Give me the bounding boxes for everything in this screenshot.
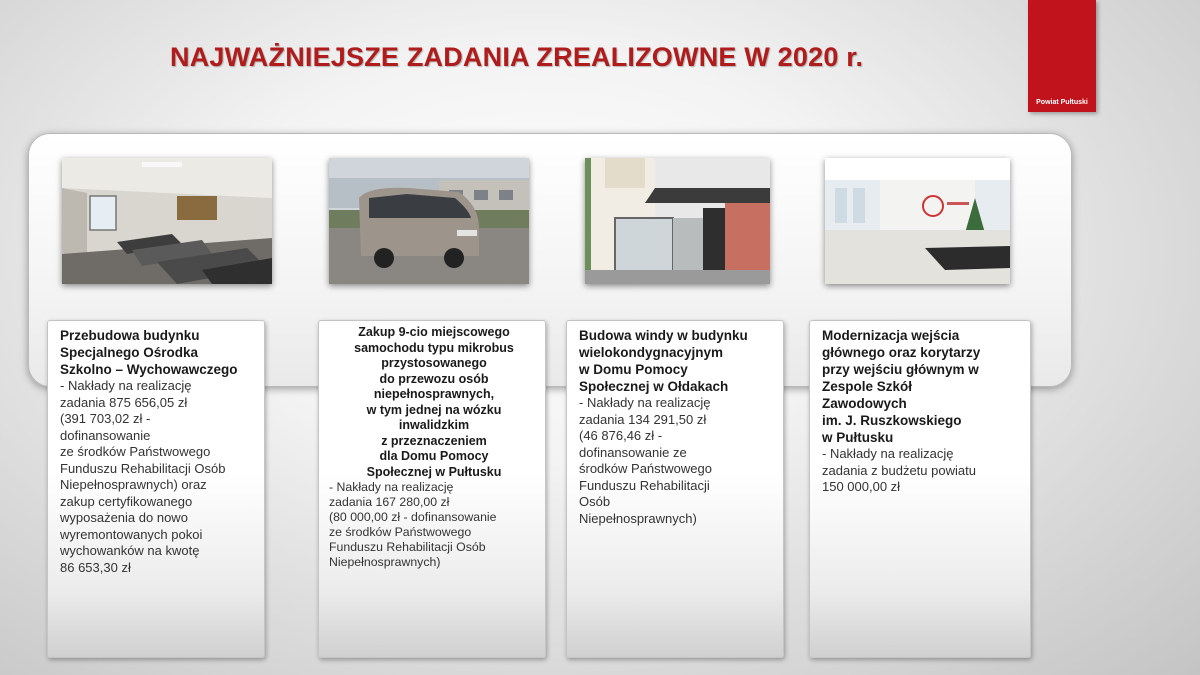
task-card-2 [318,320,546,658]
brand-badge [1028,0,1096,112]
task-card-4 [809,320,1031,658]
task-card-1-details: - Nakłady na realizację zadania 875 656,05 zł (391 703,02 zł - dofinansowanie ze środków Państwowego Funduszu Rehabilitacji Osób Niepełnosprawnych) oraz zakup certyfikowanego wyposażenia do nowo wyremontowanych pokoi wychowanków na kwotę 86 653,30 zł [60,378,226,575]
task-card-2-heading: Zakup 9-cio miejscowego samochodu typu mikrobus przystosowanego do przewozu osób niepełnosprawnych, w tym jednej na wózku inwalidzkim z przeznaczeniem dla Domu Pomocy Społecznej w Pułtusku [354,325,514,479]
elevator-building-photo [585,158,770,284]
minibus-photo [329,158,529,284]
task-card-3-details: - Nakłady na realizację zadania 134 291,50 zł (46 876,46 zł - dofinansowanie ze środków Państwowego Funduszu Rehabilitacji Osób Niepełnosprawnych) [579,395,712,526]
task-card-3 [566,320,784,658]
task-card-4-heading: Modernizacja wejścia głównego oraz korytarzy przy wejściu głównym w Zespole Szkół Zawodowych im. J. Ruszkowskiego w Pułtusku [822,328,981,445]
task-card-2-details: - Nakłady na realizację zadania 167 280,00 zł (80 000,00 zł - dofinansowanie ze środków Państwowego Funduszu Rehabilitacji Osób Niepełnosprawnych) [329,480,497,569]
brand-label: Powiat Pułtuski [1036,99,1088,106]
task-card-1-heading: Przebudowa budynku Specjalnego Ośrodka Szkolno – Wychowawczego [60,328,238,377]
school-entrance-hall-photo [825,158,1010,284]
task-card-3-heading: Budowa windy w budynku wielokondygnacyjnym w Domu Pomocy Społecznej w Ołdakach [579,328,748,394]
slide-title: NAJWAŻNIEJSZE ZADANIA ZREALIZOWNE W 2020 r. [170,42,864,72]
task-card-4-details: - Nakłady na realizację zadania z budżetu powiatu 150 000,00 zł [822,446,976,494]
task-card-1 [47,320,265,658]
dormitory-room-photo [62,158,272,284]
